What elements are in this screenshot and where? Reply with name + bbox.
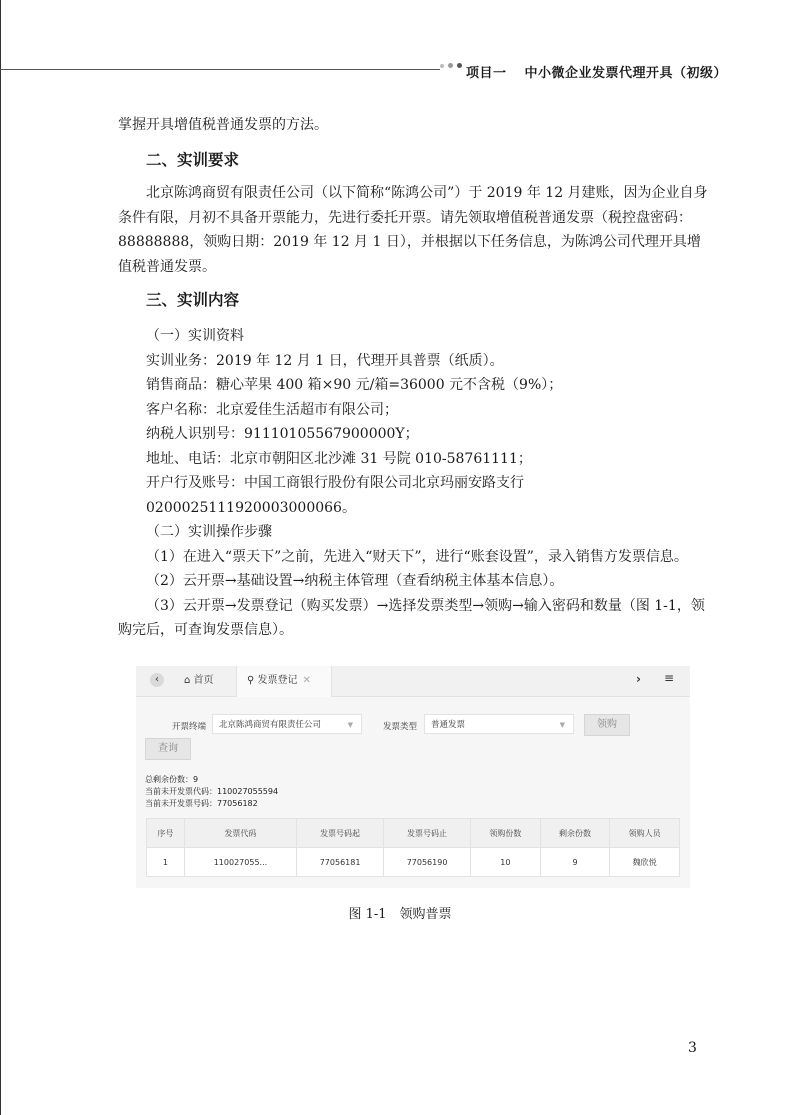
table-cell: 1 xyxy=(147,848,185,877)
subheading-steps: （二）实训操作步骤 xyxy=(146,524,272,540)
col-header: 领购人员 xyxy=(610,819,680,848)
col-header: 发票代码 xyxy=(184,819,296,848)
section2-body xyxy=(118,181,710,279)
intro-tail-text: 掌握开具增值税普通发票的方法。 xyxy=(118,117,328,133)
tab-active-label: 发票登记 xyxy=(257,675,298,686)
material-line: 客户名称：北京爱佳生活超市有限公司； xyxy=(146,401,398,418)
chevron-left-icon[interactable]: ‹ xyxy=(150,673,164,687)
home-icon: ⌂ xyxy=(184,675,191,686)
invoice-table xyxy=(146,818,680,877)
subheading-materials: （一）实训资料 xyxy=(146,328,244,344)
section3-heading: 三、实训内容 xyxy=(146,291,240,309)
page-number: 3 xyxy=(688,1040,697,1056)
tab-invoice-register[interactable] xyxy=(236,666,332,697)
table-header-row xyxy=(147,819,680,848)
header-chapter: 项目一 xyxy=(466,66,507,81)
step-item: （1）在进入“票天下”之前，先进入“财天下”，进行“账套设置”，录入销售方发票信息。 xyxy=(146,548,688,565)
step-item: （2）云开票→基础设置→纳税主体管理（查看纳税主体基本信息）。 xyxy=(146,573,564,589)
col-header: 发票号码起 xyxy=(297,819,384,848)
material-line: 纳税人识别号：91110105567900000Y； xyxy=(146,426,419,442)
current-invoice-code: 当前未开发票代码：110027055594 xyxy=(145,787,279,796)
col-header: 序号 xyxy=(147,819,185,848)
col-header: 发票号码止 xyxy=(384,819,471,848)
table-cell: 9 xyxy=(540,848,610,877)
table-cell: 10 xyxy=(471,848,541,877)
tab-home-label: 首页 xyxy=(193,675,214,686)
current-invoice-number: 当前未开发票号码：77056182 xyxy=(145,799,258,808)
query-button[interactable]: 查询 xyxy=(145,738,191,760)
terminal-label: 开票终端 xyxy=(172,722,207,732)
page-left-border xyxy=(0,0,1,1115)
section2-heading-wrap xyxy=(118,148,710,173)
col-header: 领购份数 xyxy=(471,819,541,848)
figure-screenshot xyxy=(136,666,690,888)
header-dots xyxy=(440,63,462,68)
remaining-count: 总剩余份数：9 xyxy=(145,775,199,784)
chevron-right-icon[interactable]: › xyxy=(636,672,641,686)
material-line: 销售商品：糖心苹果 400 箱×90 元/箱=36000 元不含税（9%）； xyxy=(146,377,563,393)
table-cell: 77056190 xyxy=(384,848,471,877)
section3-body xyxy=(118,324,710,643)
search-icon: ⚲ xyxy=(247,675,255,686)
close-icon[interactable]: ✕ xyxy=(302,675,311,686)
table-row[interactable] xyxy=(147,848,680,877)
terminal-select[interactable] xyxy=(212,714,362,734)
buy-button[interactable]: 领购 xyxy=(584,714,630,736)
type-label: 发票类型 xyxy=(383,722,418,732)
material-line: 地址、电话：北京市朝阳区北沙滩 31 号院 010-58761111； xyxy=(146,450,532,467)
step-item: （3）云开票→发票登记（购买发票）→选择发票类型→领购→输入密码和数量（图 1-1，领购完后，可查询发票信息）。 xyxy=(118,597,705,638)
material-line: 开户行及账号：中国工商银行股份有限公司北京玛丽安路支行 0200025111920003000066。 xyxy=(146,475,524,516)
chevron-down-icon: ▼ xyxy=(347,721,353,729)
tab-home[interactable] xyxy=(184,666,214,696)
section2-paragraph: 北京陈鸿商贸有限责任公司（以下简称“陈鸿公司”）于 2019 年 12 月建账，因为企业自身条件有限，月初不具备开票能力，先进行委托开票。请先领取增值税普通发票（税控盘密码：88888888，领购日期：2019 年 12 月 1 日），并根据以下任务信息，为陈鸿公司代理开具增值税普通发票。 xyxy=(118,185,708,275)
col-header: 剩余份数 xyxy=(540,819,610,848)
tab-bar xyxy=(136,666,690,697)
terminal-value: 北京陈鸿商贸有限责任公司 xyxy=(219,720,322,730)
type-value: 普通发票 xyxy=(431,720,466,730)
menu-icon[interactable]: ≡ xyxy=(664,671,675,685)
section3-heading-wrap xyxy=(118,288,710,313)
type-select[interactable] xyxy=(424,714,574,734)
header-title: 中小微企业发票代理开具（初级） xyxy=(524,66,728,81)
table-cell: 110027055... xyxy=(184,848,296,877)
chevron-down-icon: ▼ xyxy=(559,721,565,729)
table-cell: 77056181 xyxy=(297,848,384,877)
table-cell: 魏欣悦 xyxy=(610,848,680,877)
figure-caption: 图 1-1 领购普票 xyxy=(348,907,452,922)
running-header xyxy=(466,62,727,81)
intro-tail xyxy=(118,113,710,138)
header-rule xyxy=(0,69,440,70)
section2-heading: 二、实训要求 xyxy=(146,151,240,169)
material-line: 实训业务：2019 年 12 月 1 日，代理开具普票（纸质）。 xyxy=(146,352,504,369)
